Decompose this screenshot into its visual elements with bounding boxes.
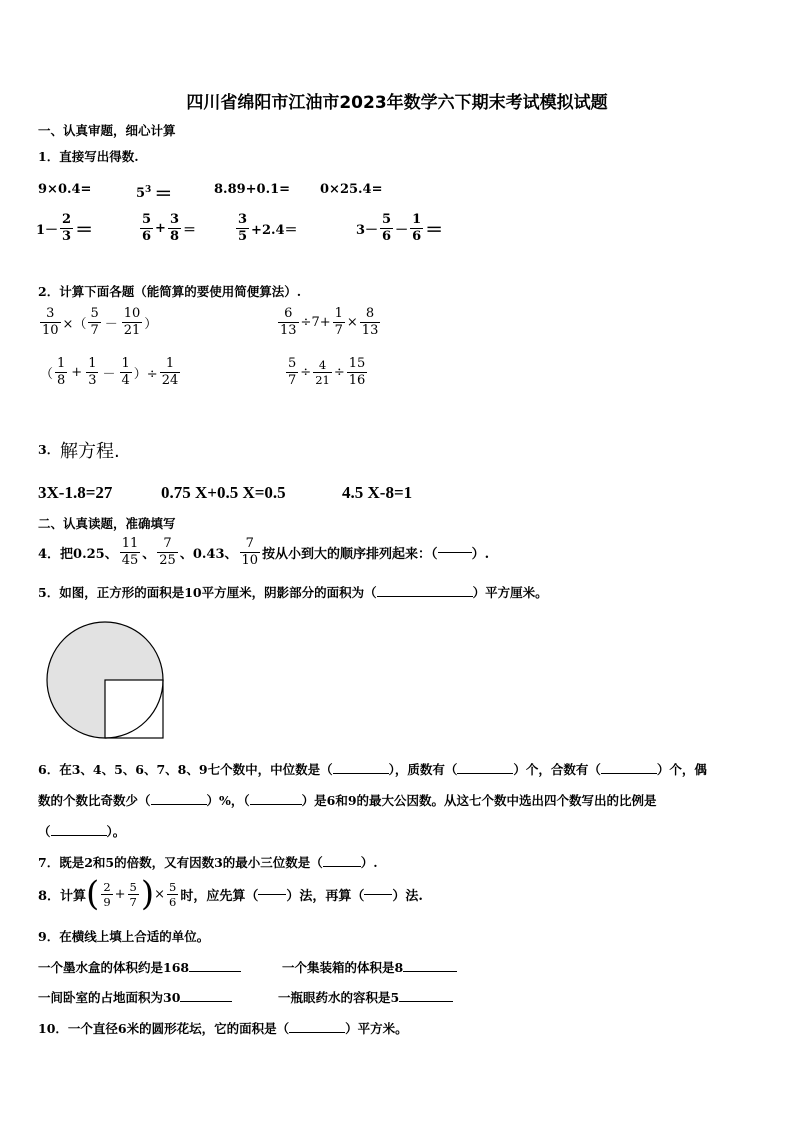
numerator: 15 xyxy=(348,356,366,371)
question-9-item-d xyxy=(278,988,453,1006)
denominator: 6 xyxy=(142,229,152,244)
denominator: 10 xyxy=(42,323,59,338)
numerator: 5 xyxy=(129,879,137,894)
q5-end: ）平方厘米。 xyxy=(472,585,548,600)
q6-text: ），质数有（ xyxy=(388,762,458,777)
circle-square-figure xyxy=(46,620,168,742)
equation-3: 4.5 X-8=1 xyxy=(342,483,413,502)
fraction xyxy=(157,536,178,569)
numerator: 1 xyxy=(165,356,175,371)
fraction xyxy=(167,880,178,909)
numerator: 2 xyxy=(62,212,72,227)
fraction xyxy=(120,536,141,569)
question-6-line-2 xyxy=(38,791,657,809)
operator: － xyxy=(102,367,116,382)
numerator: 1 xyxy=(121,356,130,371)
numerator: 5 xyxy=(288,356,297,371)
close-paren: ） xyxy=(144,317,158,332)
answer-blank[interactable] xyxy=(323,866,361,867)
q6-text: （ xyxy=(38,824,51,839)
numerator: 7 xyxy=(245,536,254,551)
separator: 、0.43、 xyxy=(179,547,238,562)
numerator: 1 xyxy=(334,306,343,321)
equation-2: 0.75 X+0.5 X=0.5 xyxy=(161,483,286,502)
denominator: 16 xyxy=(348,373,366,388)
numerator: 1 xyxy=(88,356,97,371)
section-1-heading: 一、认真审题，细心计算 xyxy=(38,123,176,138)
q1-item-5-prefix: 1－ xyxy=(36,223,59,238)
fraction xyxy=(128,880,139,909)
q9-text: 一个集装箱的体积是8 xyxy=(282,960,404,975)
answer-blank[interactable] xyxy=(377,596,473,597)
section-2-heading: 二、认真读题，准确填写 xyxy=(38,516,176,531)
q1-item-2-equals: ＝ xyxy=(154,184,173,205)
q9-text: 一瓶眼药水的容积是5 xyxy=(278,990,400,1005)
fraction xyxy=(140,212,153,245)
fraction xyxy=(120,356,132,389)
fraction xyxy=(88,306,100,339)
question-1-label: 1．直接写出得数. xyxy=(38,149,139,164)
close-paren: ) xyxy=(140,874,155,914)
answer-blank[interactable] xyxy=(250,804,302,805)
plus: + xyxy=(114,886,126,902)
denominator: 13 xyxy=(280,323,297,338)
operator: ×（ xyxy=(62,317,87,332)
q1-item-3 xyxy=(214,182,290,197)
equals: ＝ xyxy=(75,219,94,241)
operator: － xyxy=(104,317,118,332)
answer-blank[interactable] xyxy=(189,971,241,972)
equals: ＝ xyxy=(183,223,197,238)
q1-item-8 xyxy=(356,212,443,245)
numerator: 5 xyxy=(142,212,152,227)
fraction xyxy=(410,212,423,245)
denominator: 25 xyxy=(159,553,176,568)
page-title: 四川省绵阳市江油市2023年数学六下期末考试模拟试题 xyxy=(186,93,608,113)
denominator: 7 xyxy=(334,323,343,338)
q10-text: 10．一个直径6米的圆形花坛，它的面积是（ xyxy=(38,1021,290,1036)
fraction xyxy=(313,358,332,387)
answer-blank[interactable] xyxy=(457,773,513,774)
denominator: 6 xyxy=(382,229,392,244)
q2-expression-4 xyxy=(284,356,369,389)
question-8 xyxy=(38,874,423,914)
q2-expression-3 xyxy=(40,356,182,389)
denominator: 3 xyxy=(62,229,72,244)
denominator: 6 xyxy=(169,894,177,909)
q1-item-3-text: 8.89+0.1= xyxy=(214,182,291,197)
q8-text: ）法，再算（ xyxy=(286,888,365,904)
numerator: 8 xyxy=(365,306,375,321)
fraction xyxy=(278,306,299,339)
denominator: 24 xyxy=(161,373,179,388)
answer-blank[interactable] xyxy=(151,804,207,805)
q6-text: ）。 xyxy=(106,824,126,839)
answer-blank[interactable] xyxy=(333,773,389,774)
q6-text: ）是6和9的最大公因数。从这七个数中选出四个数写出的比例是 xyxy=(301,793,657,808)
numerator: 3 xyxy=(169,212,179,227)
question-3-label: 解方程. xyxy=(60,441,120,462)
question-6-line-3 xyxy=(38,822,125,840)
numerator: 2 xyxy=(103,879,111,894)
operator: ÷ xyxy=(333,365,345,380)
fraction xyxy=(240,536,261,569)
numerator: 5 xyxy=(382,212,392,227)
prefix: 3－ xyxy=(356,223,379,238)
q6-text: ）个，偶 xyxy=(656,762,707,777)
q1-item-2 xyxy=(136,180,172,206)
denominator: 4 xyxy=(121,373,130,388)
question-7 xyxy=(38,853,378,871)
fraction xyxy=(160,356,181,389)
denominator: 3 xyxy=(88,373,97,388)
q7-text: 7．既是2和5的倍数，又有因数3的最小三位数是（ xyxy=(38,855,323,870)
equals: ＝ xyxy=(425,219,444,241)
question-6-line-1 xyxy=(38,760,707,778)
q6-text: 6．在3、4、5、6、7、8、9七个数中，中位数是（ xyxy=(38,762,333,777)
q1-item-1-text: 9×0.4= xyxy=(38,182,92,197)
q9-text: 一个墨水盒的体积约是168 xyxy=(38,960,190,975)
fraction xyxy=(40,306,61,339)
numerator: 4 xyxy=(318,358,327,372)
q1-item-5 xyxy=(36,212,93,245)
plus: + xyxy=(155,221,166,236)
denominator: 21 xyxy=(123,323,141,338)
q4-end: ）. xyxy=(471,547,490,562)
fraction xyxy=(60,212,73,245)
fraction xyxy=(55,356,67,389)
numerator: 7 xyxy=(163,536,172,551)
answer-blank[interactable] xyxy=(601,773,657,774)
denominator: 7 xyxy=(288,373,297,388)
answer-blank[interactable] xyxy=(403,971,457,972)
operator: ）÷ xyxy=(133,367,158,382)
denominator: 45 xyxy=(121,553,139,568)
numerator: 5 xyxy=(90,306,99,321)
numerator: 3 xyxy=(238,212,248,227)
question-4 xyxy=(38,536,489,569)
numerator: 3 xyxy=(46,306,55,321)
question-5 xyxy=(38,583,548,601)
question-9-label: 9．在横线上填上合适的单位。 xyxy=(38,929,210,944)
denominator: 13 xyxy=(361,323,379,338)
q1-item-2-exponent: 3 xyxy=(145,185,152,195)
q5-text: 5．如图，正方形的面积是10平方厘米，阴影部分的面积为（ xyxy=(38,585,377,600)
answer-blank[interactable] xyxy=(364,894,392,895)
q8-text: 时，应先算（ xyxy=(180,888,259,904)
open-paren: （ xyxy=(40,367,54,382)
fraction xyxy=(286,356,298,389)
numerator: 5 xyxy=(169,879,177,894)
denominator: 6 xyxy=(412,229,422,244)
q10-end: ）平方米。 xyxy=(345,1021,408,1036)
denominator: 8 xyxy=(169,229,179,244)
denominator: 10 xyxy=(241,553,259,568)
answer-blank[interactable] xyxy=(289,1032,345,1033)
q1-item-1 xyxy=(38,182,91,197)
open-paren: ( xyxy=(86,874,100,914)
operator: + xyxy=(71,365,83,380)
answer-blank[interactable] xyxy=(51,835,107,836)
answer-blank[interactable] xyxy=(258,894,286,895)
numerator: 11 xyxy=(121,536,139,551)
denominator: 9 xyxy=(103,894,111,909)
q1-item-2-base: 5 xyxy=(136,185,146,201)
operator: × xyxy=(346,315,358,330)
denominator: 5 xyxy=(238,229,248,244)
fraction xyxy=(168,212,181,245)
denominator: 8 xyxy=(57,373,66,388)
denominator: 7 xyxy=(90,323,99,338)
q1-item-4-text: 0×25.4= xyxy=(320,182,383,197)
question-9-item-b xyxy=(282,958,457,976)
answer-blank[interactable] xyxy=(180,1001,232,1002)
q6-text: 数的个数比奇数少（ xyxy=(38,793,151,808)
times: × xyxy=(154,886,166,902)
minus: － xyxy=(395,223,409,238)
q4-text: 按从小到大的顺序排列起来：（ xyxy=(262,547,438,562)
q1-item-6 xyxy=(138,212,196,245)
fraction xyxy=(360,306,381,339)
denominator: 7 xyxy=(129,894,137,909)
numerator: 1 xyxy=(57,356,66,371)
question-10 xyxy=(38,1019,408,1037)
question-2-label: 2．计算下面各题（能简算的要使用简便算法）. xyxy=(38,284,302,299)
q6-text: ）%，（ xyxy=(206,793,250,808)
q7-end: ）. xyxy=(360,855,378,870)
q6-text: ）个，合数有（ xyxy=(513,762,601,777)
fraction xyxy=(236,212,249,245)
separator: 、 xyxy=(142,547,156,562)
operator: ÷7+ xyxy=(300,315,331,330)
equation-1: 3X-1.8=27 xyxy=(38,483,113,502)
fraction xyxy=(86,356,98,389)
operator: ÷ xyxy=(300,365,312,380)
answer-blank[interactable] xyxy=(438,552,472,553)
q9-text: 一间卧室的占地面积为30 xyxy=(38,990,181,1005)
numerator: 10 xyxy=(123,306,141,321)
fraction xyxy=(122,306,143,339)
square xyxy=(105,680,163,738)
suffix: +2.4＝ xyxy=(251,223,298,238)
q4-prefix: 4．把0.25、 xyxy=(38,547,118,562)
q2-expression-2 xyxy=(276,306,382,339)
q1-item-4 xyxy=(320,182,383,197)
numerator: 6 xyxy=(284,306,293,321)
q2-expression-1 xyxy=(38,306,157,339)
question-3-number: 3． xyxy=(38,442,60,457)
denominator: 21 xyxy=(315,373,330,387)
q8-end: ）法. xyxy=(392,888,423,904)
question-9-item-a xyxy=(38,958,241,976)
q8-text: 8．计算 xyxy=(38,888,87,904)
q1-item-7 xyxy=(234,212,298,245)
fraction xyxy=(347,356,368,389)
numerator: 1 xyxy=(412,212,422,227)
question-9-item-c xyxy=(38,988,232,1006)
fraction xyxy=(333,306,345,339)
fraction xyxy=(101,880,112,909)
fraction xyxy=(380,212,393,245)
answer-blank[interactable] xyxy=(399,1001,453,1002)
